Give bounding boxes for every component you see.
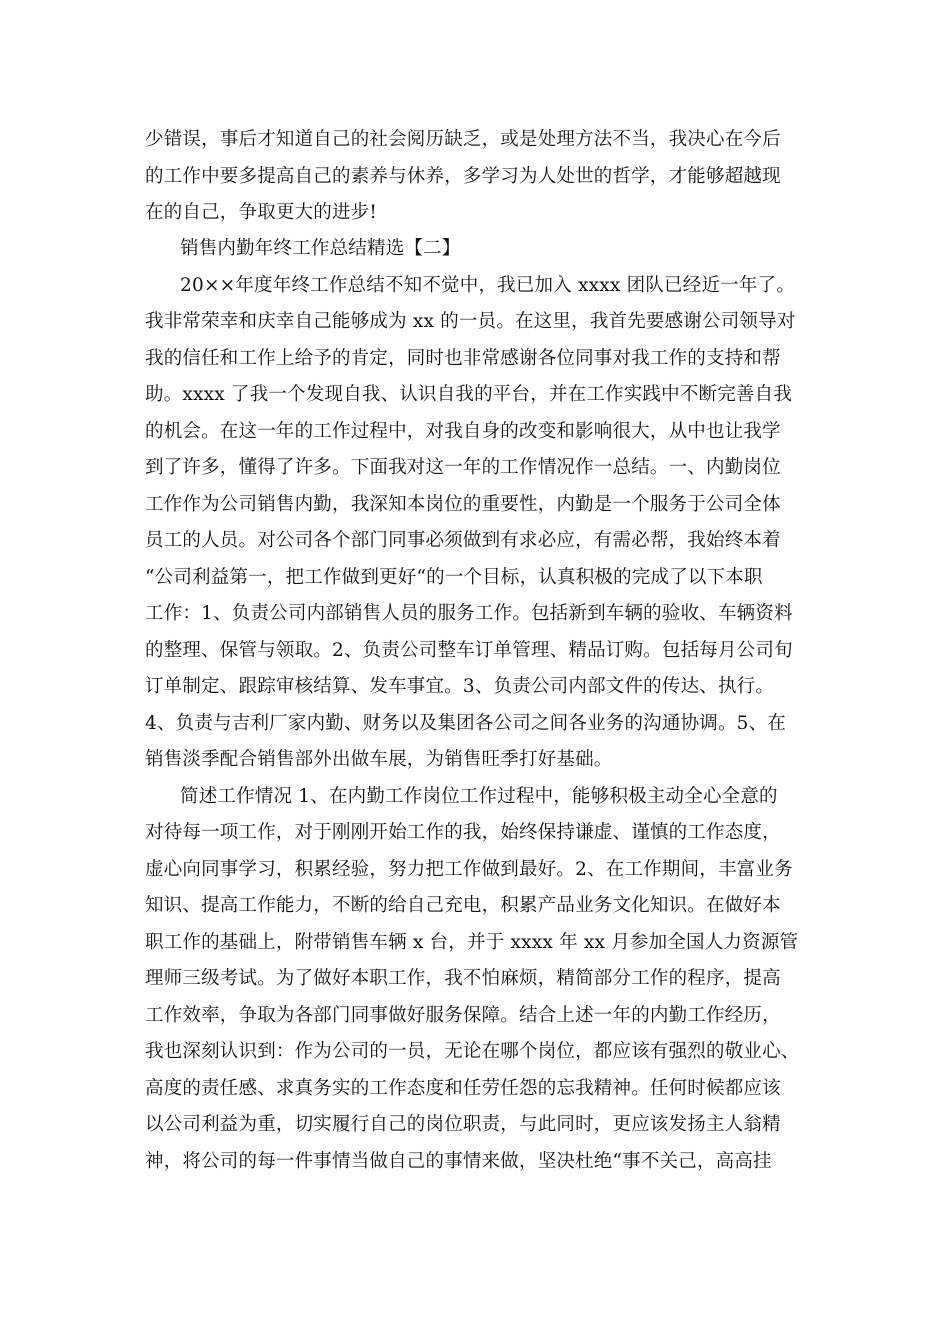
section-heading: 销售内勤年终工作总结精选【二】 (180, 238, 461, 259)
paragraph-line: 工作作为公司销售内勤，我深知本岗位的重要性，内勤是一个服务于公司全体 (145, 494, 781, 515)
paragraph-line: 职工作的基础上，附带销售车辆 x 台，并于 xxxx 年 xx 月参加全国人力资源管 (145, 932, 799, 953)
paragraph-line: 理师三级考试。为了做好本职工作，我不怕麻烦，精简部分工作的程序，提高 (145, 968, 781, 989)
paragraph-line: 少错误，事后才知道自己的社会阅历缺乏，或是处理方法不当，我决心在今后 (145, 129, 781, 150)
paragraph-line: 对待每一项工作，对于刚刚开始工作的我，始终保持谦虚、谨慎的工作态度， (145, 822, 781, 843)
paragraph-line: 4、负责与吉利厂家内勤、财务以及集团各公司之间各业务的沟通协调。5、在 (145, 713, 787, 734)
paragraph-line: 员工的人员。对公司各个部门同事必须做到有求必应，有需必帮，我始终本着 (145, 530, 781, 551)
paragraph-line: 的机会。在这一年的工作过程中，对我自身的改变和影响很大，从中也让我学 (145, 421, 781, 442)
paragraph-line: 虚心向同事学习，积累经验，努力把工作做到最好。2、在工作期间，丰富业务 (145, 859, 793, 880)
paragraph-line: 简述工作情况 1、在内勤工作岗位工作过程中，能够积极主动全心全意的 (180, 786, 778, 807)
paragraph-line: 销售淡季配合销售部外出做车展，为销售旺季打好基础。 (145, 749, 613, 770)
paragraph-line: 到了许多，懂得了许多。下面我对这一年的工作情况作一总结。一、内勤岗位 (145, 457, 781, 478)
paragraph-line: 的整理、保管与领取。2、负责公司整车订单管理、精品订购。包括每月公司旬 (145, 640, 793, 661)
paragraph-line: 的工作中要多提高自己的素养与休养，多学习为人处世的哲学，才能够超越现 (145, 166, 781, 187)
paragraph-line: “公司利益第一，把工作做到更好“的一个目标，认真积极的完成了以下本职 (145, 567, 763, 588)
paragraph-line: 我也深刻认识到：作为公司的一员，无论在哪个岗位，都应该有强烈的敬业心、 (145, 1041, 800, 1062)
paragraph-line: 工作效率，争取为各部门同事做好服务保障。结合上述一年的内勤工作经历， (145, 1005, 781, 1026)
paragraph-line: 知识、提高工作能力，不断的给自己充电，积累产品业务文化知识。在做好本 (145, 895, 781, 916)
paragraph-line: 高度的责任感、求真务实的工作态度和任劳任怨的忘我精神。任何时候都应该 (145, 1078, 781, 1099)
paragraph-line: 我的信任和工作上给予的肯定，同时也非常感谢各位同事对我工作的支持和帮 (145, 348, 781, 369)
paragraph-line: 20××年度年终工作总结不知不觉中，我已加入 xxxx 团队已经近一年了。 (180, 275, 795, 296)
paragraph-line: 以公司利益为重，切实履行自己的岗位职责，与此同时，更应该发扬主人翁精 (145, 1114, 781, 1135)
paragraph-line: 工作：1、负责公司内部销售人员的服务工作。包括新到车辆的验收、车辆资料 (145, 603, 793, 624)
paragraph-line: 我非常荣幸和庆幸自己能够成为 xx 的一员。在这里，我首先要感谢公司领导对 (145, 311, 796, 332)
paragraph-line: 订单制定、跟踪审核结算、发车事宜。3、负责公司内部文件的传达、执行。 (145, 676, 775, 697)
paragraph-line: 神，将公司的每一件事情当做自己的事情来做，坚决杜绝“事不关己，高高挂 (145, 1151, 772, 1172)
paragraph-line: 在的自己，争取更大的进步! (145, 202, 378, 223)
paragraph-line: 助。xxxx 了我一个发现自我、认识自我的平台，并在工作实践中不断完善自我 (145, 384, 793, 405)
